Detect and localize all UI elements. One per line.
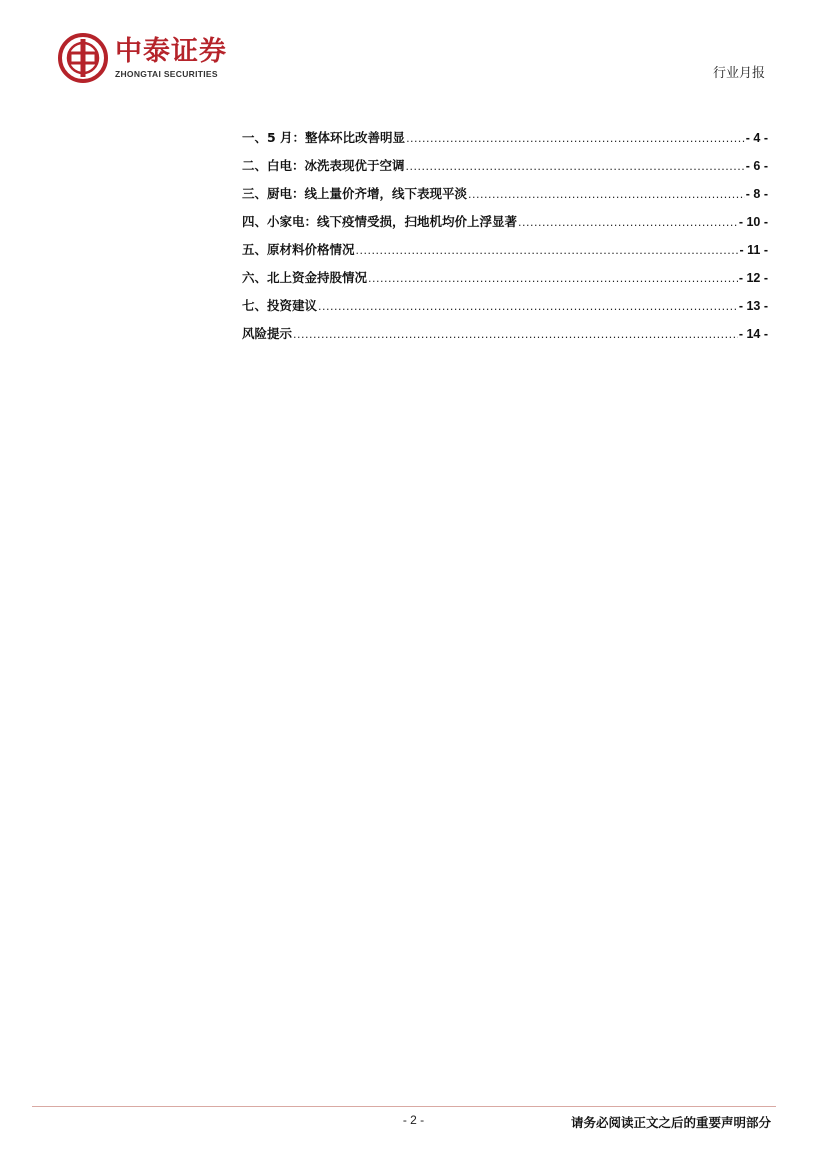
toc-entry[interactable] bbox=[242, 324, 768, 352]
company-logo bbox=[58, 33, 227, 83]
zhongtai-logo-icon bbox=[58, 33, 108, 83]
toc-entry-title: 六、北上资金持股情况 bbox=[242, 270, 368, 285]
toc-leader-dots bbox=[368, 272, 738, 285]
footer-page-number: - 2 - bbox=[402, 1113, 425, 1127]
toc-entry[interactable] bbox=[242, 240, 768, 268]
toc-entry[interactable] bbox=[242, 156, 768, 184]
toc-entry[interactable] bbox=[242, 184, 768, 212]
toc-entry[interactable] bbox=[242, 268, 768, 296]
toc-entry-page: - 11 - bbox=[739, 243, 768, 257]
toc-entry[interactable] bbox=[242, 212, 768, 240]
table-of-contents bbox=[242, 128, 768, 352]
footer-divider bbox=[32, 1106, 776, 1107]
toc-entry-page: - 14 - bbox=[738, 327, 768, 341]
toc-leader-dots bbox=[406, 132, 745, 145]
toc-entry-title: 五、原材料价格情况 bbox=[242, 242, 355, 257]
toc-entry[interactable] bbox=[242, 296, 768, 324]
toc-entry-page: - 12 - bbox=[738, 271, 768, 285]
report-type-label: 行业月报 bbox=[712, 66, 765, 81]
toc-entry-page: - 6 - bbox=[745, 159, 768, 173]
toc-entry-title: 四、小家电：线下疫情受损，扫地机均价上浮显著 bbox=[242, 214, 518, 229]
toc-leader-dots bbox=[518, 216, 738, 229]
toc-leader-dots bbox=[406, 160, 745, 173]
toc-entry-page: - 10 - bbox=[738, 215, 768, 229]
toc-leader-dots bbox=[318, 300, 738, 313]
toc-entry-title: 一、5 月：整体环比改善明显 bbox=[242, 130, 406, 145]
toc-entry-page: - 8 - bbox=[745, 187, 768, 201]
toc-entry-title: 七、投资建议 bbox=[242, 298, 318, 313]
toc-entry-title: 三、厨电：线上量价齐增，线下表现平淡 bbox=[242, 186, 468, 201]
toc-entry-page: - 4 - bbox=[745, 131, 768, 145]
toc-leader-dots bbox=[293, 328, 738, 341]
toc-entry-title: 风险提示 bbox=[242, 326, 293, 341]
toc-entry-page: - 13 - bbox=[738, 299, 768, 313]
toc-entry-title: 二、白电：冰洗表现优于空调 bbox=[242, 158, 405, 173]
toc-leader-dots bbox=[356, 244, 739, 257]
toc-leader-dots bbox=[468, 188, 745, 201]
brand-name-cn: 中泰证券 bbox=[115, 35, 227, 67]
toc-entry[interactable] bbox=[242, 128, 768, 156]
footer-disclaimer: 请务必阅读正文之后的重要声明部分 bbox=[570, 1115, 771, 1130]
brand-name-en: ZHONGTAI SECURITIES bbox=[115, 68, 218, 79]
page-header bbox=[0, 0, 827, 100]
